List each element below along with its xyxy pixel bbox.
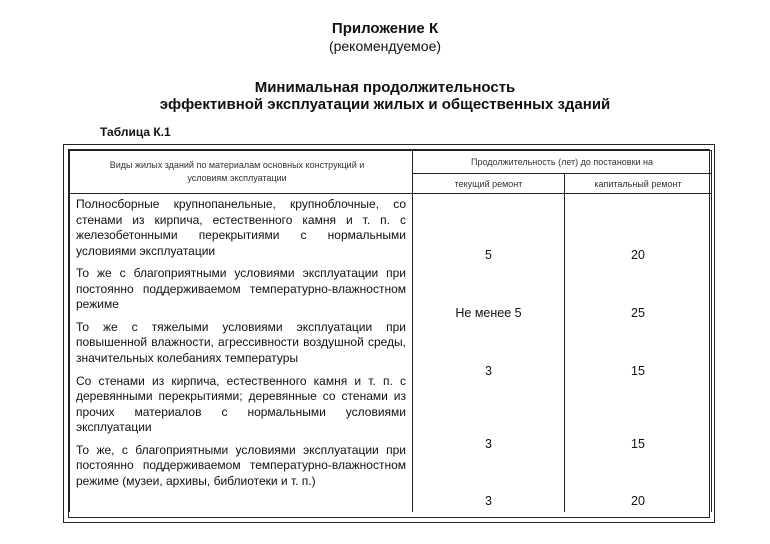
current-repair-value: 3	[485, 494, 492, 508]
current-repair-value: Не менее 5	[455, 306, 522, 320]
current-repair-value: 3	[485, 437, 492, 451]
header-capital-repair: капитальный ремонт	[565, 174, 712, 194]
table-caption: Таблица К.1	[100, 125, 171, 139]
row-description: Полносборные крупнопанельные, крупноблочные, со стенами из кирпича, естественного камня и т. п. с железобетонными перекрытиями с нормальными условиями эксплуатации	[76, 197, 406, 258]
document-heading-line2: эффективной эксплуатации жилых и общественных зданий	[159, 96, 611, 113]
table-container	[68, 149, 710, 518]
row-description: Со стенами из кирпича, естественного камня и т. п. с деревянными перекрытиями; деревянные со стенами из прочих материалов с нормальными условиями эксплуатации	[76, 373, 406, 435]
description-column	[70, 194, 413, 513]
document-heading-line1: Минимальная продолжительность	[254, 79, 516, 96]
current-repair-column	[413, 194, 565, 513]
capital-repair-value: 25	[631, 306, 645, 320]
current-repair-value: 5	[485, 248, 492, 262]
row-description: То же, с благоприятными условиями эксплуатации при постоянно поддерживаемом температурно-влажностном режиме (музеи, архивы, библиотеки и т. п.)	[76, 442, 406, 488]
appendix-title: Приложение К	[331, 20, 439, 37]
durations-table	[69, 150, 712, 512]
capital-repair-value: 20	[631, 248, 645, 262]
table-outer-frame	[63, 144, 715, 523]
current-repair-value: 3	[485, 364, 492, 378]
header-duration-group: Продолжительность (лет) до постановки на	[413, 151, 712, 174]
row-description: То же с благоприятными условиями эксплуатации при постоянно поддерживаемом температурно-влажностном режиме	[76, 266, 406, 312]
capital-repair-value: 15	[631, 364, 645, 378]
capital-repair-value: 15	[631, 437, 645, 451]
capital-repair-value: 20	[631, 494, 645, 508]
row-description: То же с тяжелыми условиями эксплуатации при повышенной влажности, агрессивности воздушной среды, значительных колебаниях температуры	[76, 319, 406, 365]
header-building-types: Виды жилых зданий по материалам основных конструкций и условиям эксплуатации	[70, 151, 413, 194]
capital-repair-column	[565, 194, 712, 513]
header-current-repair: текущий ремонт	[413, 174, 565, 194]
appendix-subtitle: (рекомендуемое)	[328, 38, 442, 54]
